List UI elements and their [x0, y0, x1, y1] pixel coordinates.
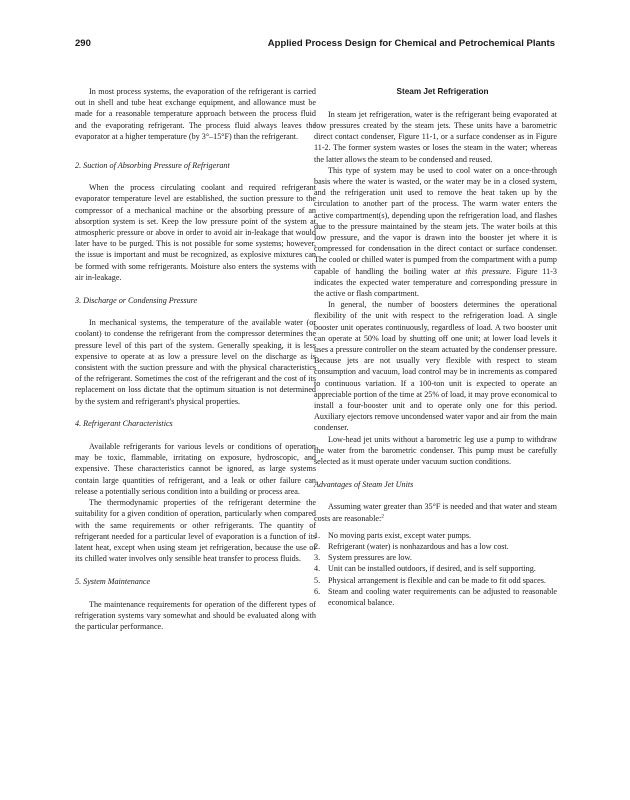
section-heading-discharge: 3. Discharge or Condensing Pressure — [75, 295, 198, 305]
page-number: 290 — [75, 38, 91, 49]
paragraph-discharge: In mechanical systems, the temperature of the available water (or coolant) to condense the refrigerant from the compressor determines the pressure level of this part of the system. Generally speaking, it is less expensive to operate at as low a pressure level on the discharge as is consistent with the suction pressure and with the physical characteristics of the refrigerant. Sometimes the cost of the refrigerant and the cost of its replacement on loss dictate that the optimum situation is not determined by the system and refrigerant's physical properties. — [75, 318, 316, 406]
list-item: 6. Steam and cooling water requirements can be adjusted to reasonable economical balance. — [314, 586, 557, 608]
list-item: 2. Refrigerant (water) is nonhazardous and has a low cost. — [314, 542, 509, 552]
section-heading-refrigerant: 4. Refrigerant Characteristics — [75, 419, 173, 429]
paragraph-intro: In most process systems, the evaporation of the refrigerant is carried out in shell and tube heat exchange equipment, and allowance must be made for a reasonable temperature approach between the process fluid and the evaporating refrigerant. The process fluid always leaves the evaporator at a higher temperature (by 3°–15°F) than the refrigerant. — [75, 87, 316, 141]
paragraph-low-head: Low-head jet units without a barometric leg use a pump to withdraw the water from the barometric condenser. This pump must be carefully selected as it must operate under vacuum suction conditions. — [314, 434, 557, 466]
paragraph-refrigerant-a: Available refrigerants for various levels or conditions of operation may be toxic, flammable, irritating on exposure, hydroscopic, and expensive. These characteristics cannot be ignored, as large systems contain large quantities of refrigerant, and a leak or other failure can release a potentially serious condition into a building or process area. — [75, 442, 316, 496]
paragraph-system-use: This type of system may be used to cool water on a once-through basis where the water is wasted, or the water may be in a closed system, and the refrigeration unit used to remove the heat taken up by the circulation to another part of the process. The warm water enters the active compartment(s), depending upon the refrigeration load, and flashes due to the pressure maintained by the steam jets. The water boils at this low pressure, and the vapor is drawn into the booster jet where it is compressed for condensation in the direct contact or surface condenser. The cooled or chilled water is pumped from the compartment with a pump capable of handling the boiling water at this pressure. Figure 11-3 indicates the expected water temperature and corresponding pressure in the active or flash compartment. — [314, 165, 557, 298]
list-item: 1. No moving parts exist, except water pumps. — [314, 530, 472, 540]
paragraph-refrigerant-b: The thermodynamic properties of the refrigerant determine the suitability for a given condition of operation, particularly when compared with the same requirements or other refrigerants. The quantity of refrigerant needed for a particular level of evaporation is a function of its latent heat, except when using steam jet refrigeration, because the use of its chilled water involves only sensible heat transfer to process fluids. — [75, 498, 316, 564]
running-title: Applied Process Design for Chemical and Petrochemical Plants — [267, 38, 555, 49]
section-heading-advantages: Advantages of Steam Jet Units — [314, 479, 414, 489]
paragraph-steam-jet-intro: In steam jet refrigeration, water is the refrigerant being evaporated at low pressures created by the steam jets. These units have a barometric direct contact condenser, Figure 11-1, or a surface condenser as in Figure 11-2. The former system wastes or loses the steam in the water; whereas the latter allows the steam to be condensed and reused. — [314, 109, 557, 164]
paragraph-advantages-intro: Assuming water greater than 35°F is needed and that water and steam costs are reasonable:$^2$ — [314, 502, 557, 523]
list-item: 3. System pressures are low. — [314, 553, 412, 563]
paragraph-maintenance: The maintenance requirements for operation of the different types of refrigeration systems vary somewhat and should be evaluated along with the particular performance. — [75, 599, 316, 631]
advantages-list — [314, 530, 557, 608]
paragraph-boosters: In general, the number of boosters determines the operational flexibility of the unit with respect to the refrigeration load. A single booster unit operates continuously, regardless of load. A two booster unit can operate at 50% load by shutting off one unit; at lower load levels it uses a pressure controller on the steam actuated by the condenser pressure. Because jets are not usually very flexible with respect to steam consumption and vacuum, load control may be in increments as compared to continuous variation. If a 100-ton unit is expected to operate an appreciable portion of the time at 25% of load, it may prove economical to install a four-booster unit and to operate only one for this period. Auxiliary ejectors remove uncondensed water vapor and air from the main condenser. — [314, 300, 557, 433]
list-item: 5. Physical arrangement is flexible and can be made to fit odd spaces. — [314, 575, 546, 585]
section-title-steam-jet: Steam Jet Refrigeration — [396, 87, 489, 96]
section-heading-maintenance: 5. System Maintenance — [75, 576, 151, 586]
section-heading-suction: 2. Suction of Absorbing Pressure of Refrigerant — [75, 160, 230, 170]
page-header — [75, 38, 555, 52]
left-column — [75, 86, 316, 632]
paragraph-suction: When the process circulating coolant and required refrigerant evaporator temperature level are established, the suction pressure to the compressor of a mechanical machine or the absorbing pressure of an absorption system is set. Keep the low pressure point of the system at atmospheric pressure or above in order to avoid air in-leakage that would later have to be purged. This is not possible for some systems; however, the issue is important and must be recognized, as explosive mixtures can be formed with some refrigerants. Moisture also enters the systems with air in-leakage. — [75, 183, 316, 282]
list-item: 4. Unit can be installed outdoors, if desired, and is self supporting. — [314, 564, 536, 574]
right-column — [314, 86, 557, 608]
